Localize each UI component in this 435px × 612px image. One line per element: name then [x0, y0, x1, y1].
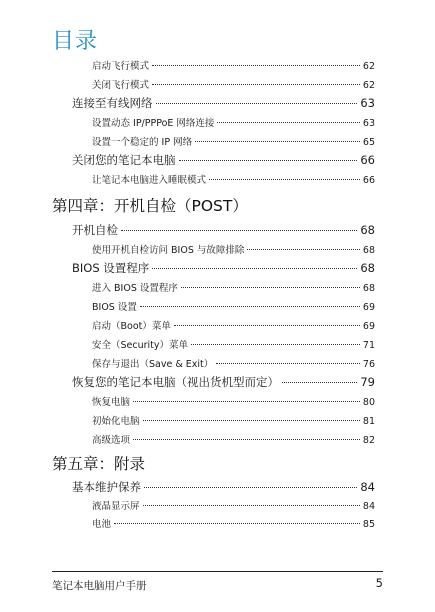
- toc-entry-label: 安全（Security）菜单: [92, 340, 189, 351]
- toc-entry-label: 初始化电脑: [92, 416, 140, 427]
- toc-entry-page: 66: [360, 153, 375, 167]
- toc-entry-label: 保存与退出（Save & Exit）: [92, 359, 214, 370]
- toc-entry-page: 63: [362, 118, 375, 129]
- dot-leader: [156, 103, 358, 104]
- toc-entry[interactable]: [92, 413, 375, 427]
- toc-entry-page: 65: [362, 137, 375, 148]
- toc-entry-page: 69: [362, 321, 375, 332]
- toc-entry-page: 82: [362, 435, 375, 446]
- toc-entry[interactable]: [92, 77, 375, 91]
- toc-entry-label: 恢复电脑: [92, 397, 131, 408]
- toc-entry-label: 进入 BIOS 设置程序: [92, 283, 178, 294]
- toc-entry-page: 62: [362, 80, 375, 91]
- toc-entry-page: 84: [362, 501, 375, 512]
- toc-entry[interactable]: [92, 337, 375, 351]
- toc-entry[interactable]: [92, 58, 375, 72]
- dot-leader: [181, 287, 360, 288]
- toc-entry-label: 启动飞行模式: [92, 61, 150, 72]
- footer-page-number: 5: [375, 576, 383, 590]
- toc-entry[interactable]: [92, 242, 375, 256]
- toc-entry-label: 设置动态 IP/PPPoE 网络连接: [92, 118, 215, 129]
- toc-entry-page: 71: [362, 340, 375, 351]
- dot-leader: [152, 268, 357, 269]
- dot-leader: [216, 363, 360, 364]
- toc-entry-page: 68: [362, 245, 375, 256]
- toc-entry-page: 76: [362, 359, 375, 370]
- toc-entry-label: 连接至有线网络: [72, 96, 153, 110]
- toc-entry-label: 关闭您的笔记本电脑: [72, 153, 176, 167]
- dot-leader: [144, 487, 357, 488]
- toc-entry[interactable]: [92, 394, 375, 408]
- dot-leader: [152, 65, 360, 66]
- dot-leader: [152, 84, 360, 85]
- footer-divider: [52, 571, 383, 572]
- toc-entry-label: 让笔记本电脑进入睡眠模式: [92, 175, 207, 186]
- toc-entry-page: 68: [360, 261, 375, 275]
- toc-entry[interactable]: [92, 432, 375, 446]
- toc-entry[interactable]: [92, 356, 375, 370]
- dot-leader: [179, 160, 358, 161]
- dot-leader: [114, 523, 360, 524]
- dot-leader: [195, 141, 360, 142]
- dot-leader: [143, 505, 360, 506]
- toc-entry-page: 84: [360, 480, 375, 494]
- toc-entry[interactable]: [92, 318, 375, 332]
- page-title: 目录: [52, 29, 99, 54]
- toc-entry-page: 80: [362, 397, 375, 408]
- toc-entry-label: 启动（Boot）菜单: [92, 321, 171, 332]
- toc-entry-page: 68: [360, 223, 375, 237]
- toc-entry[interactable]: [92, 134, 375, 148]
- toc-entry-page: 81: [362, 416, 375, 427]
- toc-entry-label: 开机自检: [72, 223, 118, 237]
- toc-entry-label: 基本维护保养: [72, 480, 141, 494]
- dot-leader: [209, 179, 360, 180]
- toc-entry[interactable]: [92, 280, 375, 294]
- toc-entry[interactable]: [72, 479, 375, 495]
- toc-entry-label: 液晶显示屏: [92, 501, 140, 512]
- dot-leader: [174, 325, 360, 326]
- dot-leader: [140, 306, 360, 307]
- toc-entry[interactable]: [92, 115, 375, 129]
- toc-entry[interactable]: [72, 95, 375, 111]
- chapter-heading[interactable]: 第五章：附录: [52, 455, 146, 473]
- dot-leader: [217, 122, 359, 123]
- toc-entry[interactable]: [92, 172, 375, 186]
- dot-leader: [121, 230, 357, 231]
- toc-entry-label: BIOS 设置程序: [72, 261, 150, 275]
- dot-leader: [133, 401, 360, 402]
- toc-entry-page: 68: [362, 283, 375, 294]
- toc-entry[interactable]: [92, 299, 375, 313]
- toc-entry[interactable]: [72, 222, 375, 238]
- dot-leader: [247, 249, 360, 250]
- dot-leader: [143, 420, 360, 421]
- toc-entry[interactable]: [72, 374, 375, 390]
- dot-leader: [282, 382, 357, 383]
- toc-entry-label: 使用开机自检访问 BIOS 与故障排除: [92, 245, 245, 256]
- dot-leader: [133, 439, 360, 440]
- toc-entry[interactable]: [92, 498, 375, 512]
- toc-entry[interactable]: [92, 516, 375, 530]
- toc-entry-label: 高级选项: [92, 435, 131, 446]
- toc-entry-label: 设置一个稳定的 IP 网络: [92, 137, 193, 148]
- toc-entry-label: BIOS 设置: [92, 302, 137, 313]
- toc-entry-page: 79: [360, 375, 375, 389]
- toc-entry-page: 66: [362, 175, 375, 186]
- toc-entry-label: 恢复您的笔记本电脑（视出货机型而定）: [72, 375, 279, 389]
- toc-entry-page: 85: [362, 519, 375, 530]
- toc-entry-page: 69: [362, 302, 375, 313]
- toc-entry[interactable]: [72, 260, 375, 276]
- footer-manual-title: 笔记本电脑用户手册: [52, 580, 147, 592]
- chapter-heading[interactable]: 第四章：开机自检（POST）: [52, 197, 248, 215]
- toc-entry-label: 电池: [92, 519, 112, 530]
- toc-entry-label: 关闭飞行模式: [92, 80, 150, 91]
- toc-entry-page: 63: [360, 96, 375, 110]
- toc-entry-page: 62: [362, 61, 375, 72]
- toc-entry[interactable]: [72, 152, 375, 168]
- dot-leader: [191, 344, 360, 345]
